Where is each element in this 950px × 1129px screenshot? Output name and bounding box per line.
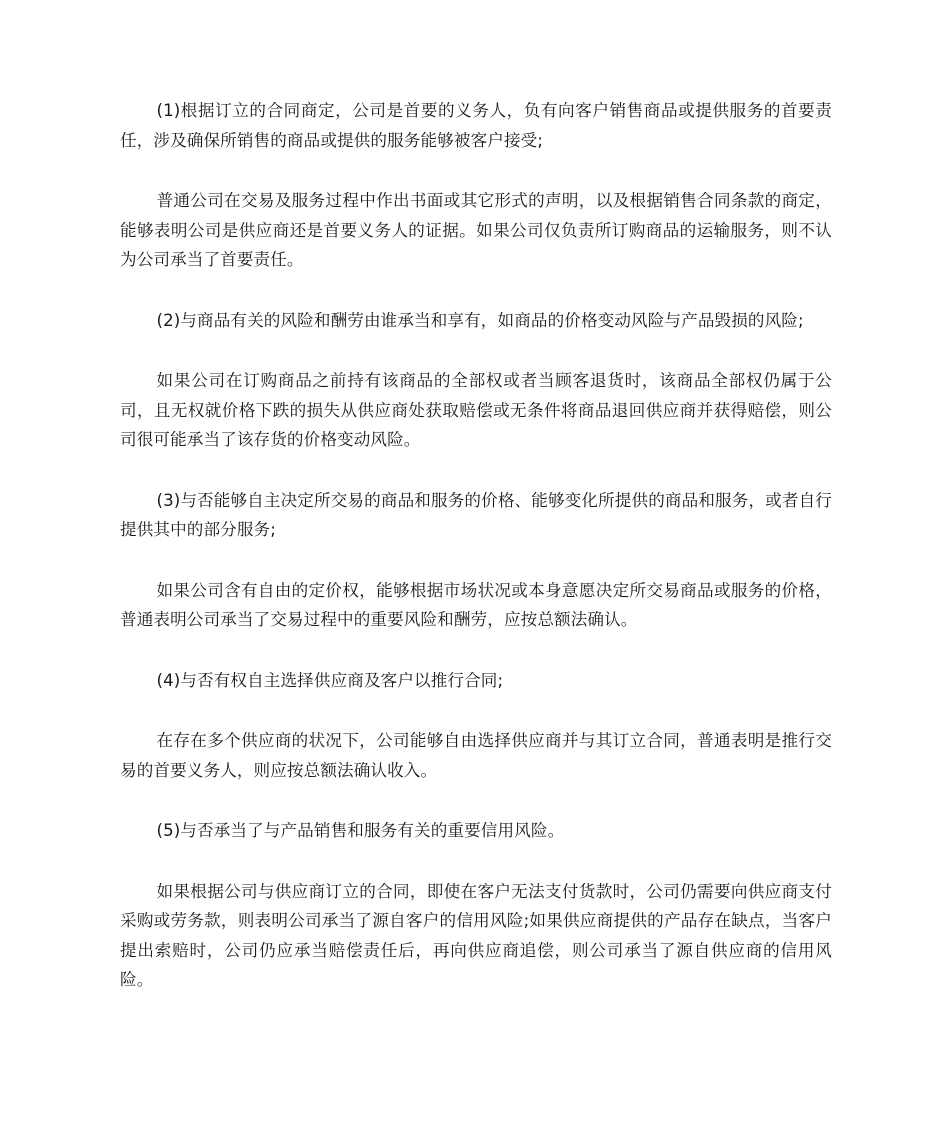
- document-body: [120, 96, 832, 1026]
- paragraph-1: (1)根据订立的合同商定，公司是首要的义务人，负有向客户销售商品或提供服务的首要责任，涉及确保所销售的商品或提供的服务能够被客户接受;: [120, 101, 832, 150]
- paragraph-3: (2)与商品有关的风险和酬劳由谁承当和享有，如商品的价格变动风险与产品毁损的风险;: [156, 310, 804, 330]
- paragraph-8: 在存在多个供应商的状况下，公司能够自由选择供应商并与其订立合同，普通表明是推行交易的首要义务人，则应按总额法确认收入。: [120, 731, 832, 780]
- paragraph-9: (5)与否承当了与产品销售和服务有关的重要信用风险。: [156, 821, 565, 840]
- paragraph-6: 如果公司含有自由的定价权，能够根据市场状况或本身意愿决定所交易商品或服务的价格，普通表明公司承当了交易过程中的重要风险和酬劳，应按总额法确认。: [120, 580, 832, 629]
- paragraph-7: (4)与否有权自主选择供应商及客户以推行合同;: [156, 670, 504, 690]
- paragraph-5: (3)与否能够自主决定所交易的商品和服务的价格、能够变化所提供的商品和服务，或者自行提供其中的部分服务;: [120, 490, 832, 539]
- paragraph-2: 普通公司在交易及服务过程中作出书面或其它形式的声明，以及根据销售合同条款的商定，能够表明公司是供应商还是首要义务人的证据。如果公司仅负责所订购商品的运输服务，则不认为公司承当了首要责任。: [120, 191, 832, 269]
- paragraph-10: 如果根据公司与供应商订立的合同，即使在客户无法支付货款时，公司仍需要向供应商支付采购或劳务款，则表明公司承当了源自客户的信用风险;如果供应商提供的产品存在缺点，当客户提出索赔时，公司仍应承当赔偿责任后，再向供应商追偿，则公司承当了源自供应商的信用风险。: [120, 881, 832, 989]
- paragraph-4: 如果公司在订购商品之前持有该商品的全部权或者当顾客退货时，该商品全部权仍属于公司，且无权就价格下跌的损失从供应商处获取赔偿或无条件将商品退回供应商并获得赔偿，则公司很可能承当了该存货的价格变动风险。: [120, 371, 832, 449]
